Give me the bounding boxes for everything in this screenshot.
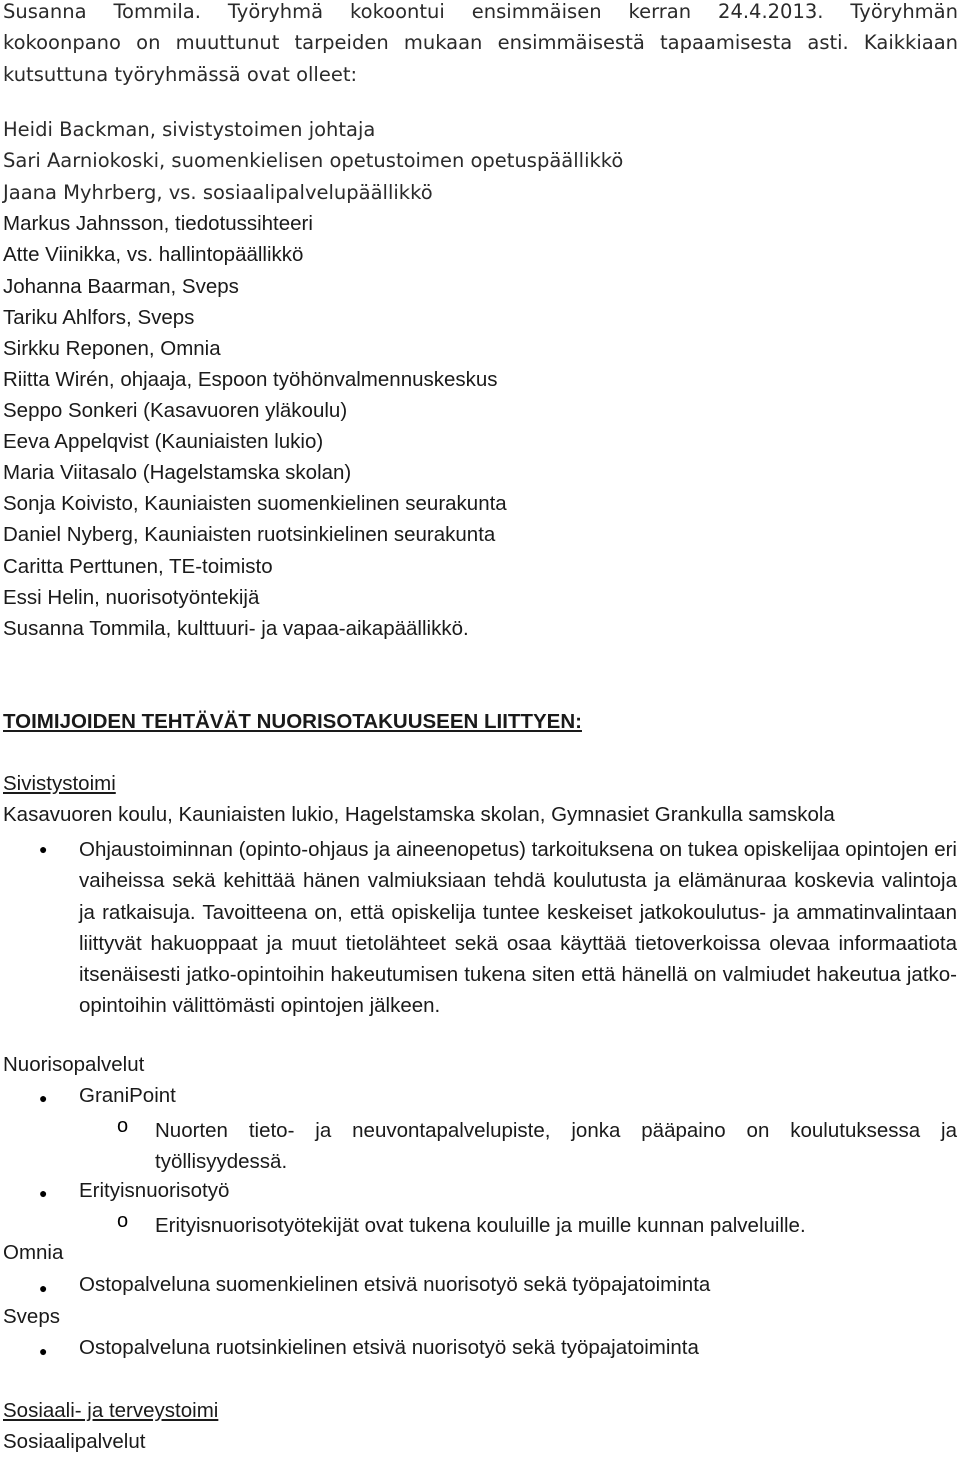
member-item: Caritta Perttunen, TE-toimisto [3, 555, 273, 578]
erityisnuorisotyo-description: Erityisnuorisotyötekijät ovat tukena kouluille ja muille kunnan palveluille. [155, 1214, 806, 1237]
member-item: Riitta Wirén, ohjaaja, Espoon työhönvalmennuskeskus [3, 368, 498, 391]
member-item: Sirkku Reponen, Omnia [3, 337, 221, 360]
list-item-granipoint: GraniPoint [79, 1084, 176, 1107]
member-item: Tariku Ahlfors, Sveps [3, 306, 195, 329]
guidance-paragraph: Ohjaustoiminnan (opinto-ohjaus ja aineenopetus) tarkoituksena on tukea opiskelijaa opintojen eri vaiheissa sekä kehittää hänen valmiuksiaan tehdä koulutusta ja elämänuraa koskevia valintoja ja ratkaisuja. Tavoitteena on, että opiskelija tuntee keskeiset jatkokoulutus- ja ammatinvalintaan liittyvät hakuoppaat ja muut tietolähteet sekä osaa käyttää tietoverkoissa olevaa informaatiota itsenäisesti jatko-opintoihin hakeutumisen tukena siten että hänellä on valmiudet hakeutua jatko-opintoihin välittömästi opintojen jälkeen. [79, 838, 957, 1018]
member-item: Daniel Nyberg, Kauniaisten ruotsinkielinen seurakunta [3, 523, 496, 546]
section-heading: TOIMIJOIDEN TEHTÄVÄT NUORISOTAKUUSEEN LIITTYEN: [3, 710, 582, 733]
subsection-sosiaalipalvelut: Sosiaalipalvelut [3, 1430, 146, 1453]
member-item: Seppo Sonkeri (Kasavuoren yläkoulu) [3, 399, 348, 422]
bullet-icon [39, 1343, 47, 1359]
section-title-sveps: Sveps [3, 1305, 60, 1328]
intro-line: Susanna Tommila. Työryhmä kokoontui ensimmäisen kerran 24.4.2013. Työryhmän [3, 0, 958, 23]
member-item: Jaana Myhrberg, vs. sosiaalipalvelupäällikkö [3, 181, 433, 204]
member-item: Essi Helin, nuorisotyöntekijä [3, 586, 260, 609]
section-title-omnia: Omnia [3, 1241, 64, 1264]
member-item: Maria Viitasalo (Hagelstamska skolan) [3, 461, 352, 484]
list-item-erityisnuorisotyo: Erityisnuorisotyö [79, 1179, 230, 1202]
member-item: Susanna Tommila, kulttuuri- ja vapaa-aikapäällikkö. [3, 617, 469, 640]
sveps-item: Ostopalveluna ruotsinkielinen etsivä nuorisotyö sekä työpajatoiminta [79, 1336, 699, 1359]
section-title-nuorisopalvelut: Nuorisopalvelut [3, 1053, 145, 1076]
bullet-icon [39, 1280, 47, 1296]
member-item: Sonja Koivisto, Kauniaisten suomenkielinen seurakunta [3, 492, 507, 515]
section-title-sosiaali: Sosiaali- ja terveystoimi [3, 1399, 219, 1422]
sub-bullet-marker: o [117, 1115, 129, 1137]
member-item: Heidi Backman, sivistystoimen johtaja [3, 118, 376, 141]
member-item: Johanna Baarman, Sveps [3, 275, 239, 298]
sub-bullet-marker: o [117, 1210, 129, 1232]
schools-line: Kasavuoren koulu, Kauniaisten lukio, Hagelstamska skolan, Gymnasiet Grankulla samskola [3, 803, 835, 826]
member-item: Sari Aarniokoski, suomenkielisen opetustoimen opetuspäällikkö [3, 149, 624, 172]
intro-line: kutsuttuna työryhmässä ovat olleet: [3, 62, 358, 86]
member-item: Markus Jahnsson, tiedotussihteeri [3, 212, 313, 235]
intro-line: kokoonpano on muuttunut tarpeiden mukaan ensimmäisestä tapaamisesta asti. Kaikkiaan [3, 31, 958, 55]
member-item: Atte Viinikka, vs. hallintopäällikkö [3, 243, 304, 266]
bullet-icon [39, 1185, 47, 1201]
intro-paragraph [3, 0, 958, 90]
member-item: Eeva Appelqvist (Kauniaisten lukio) [3, 430, 324, 453]
bullet-icon [39, 1090, 47, 1106]
section-title-sivistystoimi: Sivistystoimi [3, 772, 116, 795]
bullet-icon [39, 841, 47, 857]
granipoint-description: Nuorten tieto- ja neuvontapalvelupiste, jonka pääpaino on koulutuksessa ja työllisyydessä. [155, 1119, 957, 1174]
omnia-item: Ostopalveluna suomenkielinen etsivä nuorisotyö sekä työpajatoiminta [79, 1273, 711, 1296]
